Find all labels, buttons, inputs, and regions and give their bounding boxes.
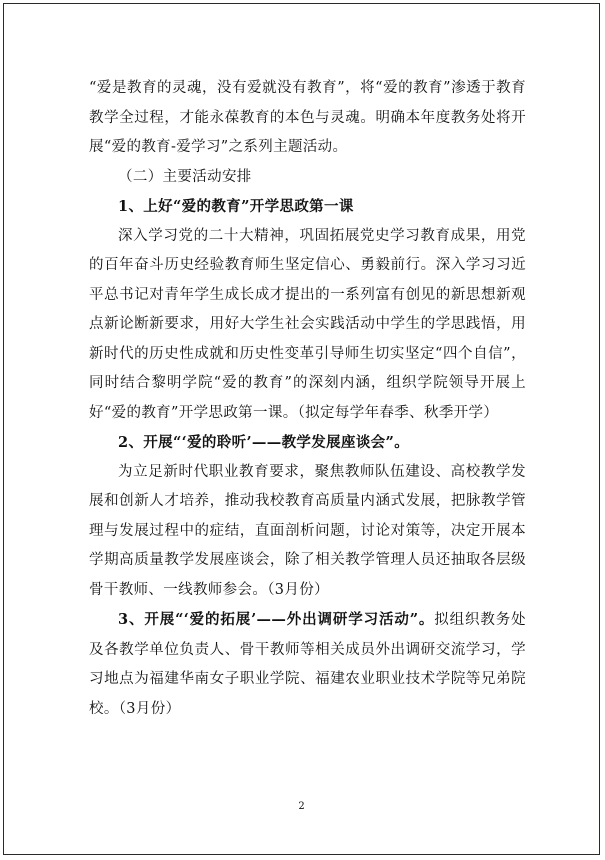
item-2-body: 为立足新时代职业教育要求，聚焦教师队伍建设、高校教学发展和创新人才培养，推动我校教育高质量内涵式发展，把脉教学管理与发展过程中的症结，直面剖析问题，讨论对策等，决定开展本学期高质量教学发展座谈会，除了相关教学管理人员还抽取各层级骨干教师、一线教师参会。（3月份）	[89, 463, 526, 598]
item-2-heading: 2、开展“‘爱的聆听’——教学发展座谈会”。	[118, 434, 410, 451]
document-page	[3, 3, 600, 855]
section-heading: （二）主要活动安排	[118, 168, 252, 185]
item-1-body: 深入学习党的二十大精神，巩固拓展党史学习教育成果，用党的百年奋斗历史经验教育师生坚定信心、勇毅前行。深入学习习近平总书记对青年学生成长成才提出的一系列富有创见的新思想新观点新论断新要求，用好大学生社会实践活动中学生的学思践悟，用新时代的历史性成就和历史性变革引导师生切实坚定“四个自信”，同时结合黎明学院“爱的教育”的深刻内涵，组织学院领导开展上好“爱的教育”开学思政第一课。（拟定每学年春季、秋季开学）	[89, 227, 526, 421]
page-number: 2	[298, 801, 305, 812]
item-3-body: 拟组织教务处及各教学单位负责人、骨干教师等相关成员外出调研交流学习，学习地点为福建华南女子职业学院、福建农业职业技术学院等兄弟院校。（3月份）	[89, 612, 526, 717]
document-body	[89, 74, 526, 724]
intro-paragraph: “爱是教育的灵魂，没有爱就没有教育”，将“爱的教育”渗透于教育教学全过程，才能永葆教育的本色与灵魂。明确本年度教务处将开展“爱的教育-爱学习”之系列主题活动。	[89, 80, 526, 155]
item-1-heading: 1、上好“爱的教育”开学思政第一课	[118, 198, 354, 215]
item-3-heading: 3、开展“‘爱的拓展’——外出调研学习活动”。	[118, 611, 435, 628]
item-3-paragraph	[89, 605, 526, 724]
